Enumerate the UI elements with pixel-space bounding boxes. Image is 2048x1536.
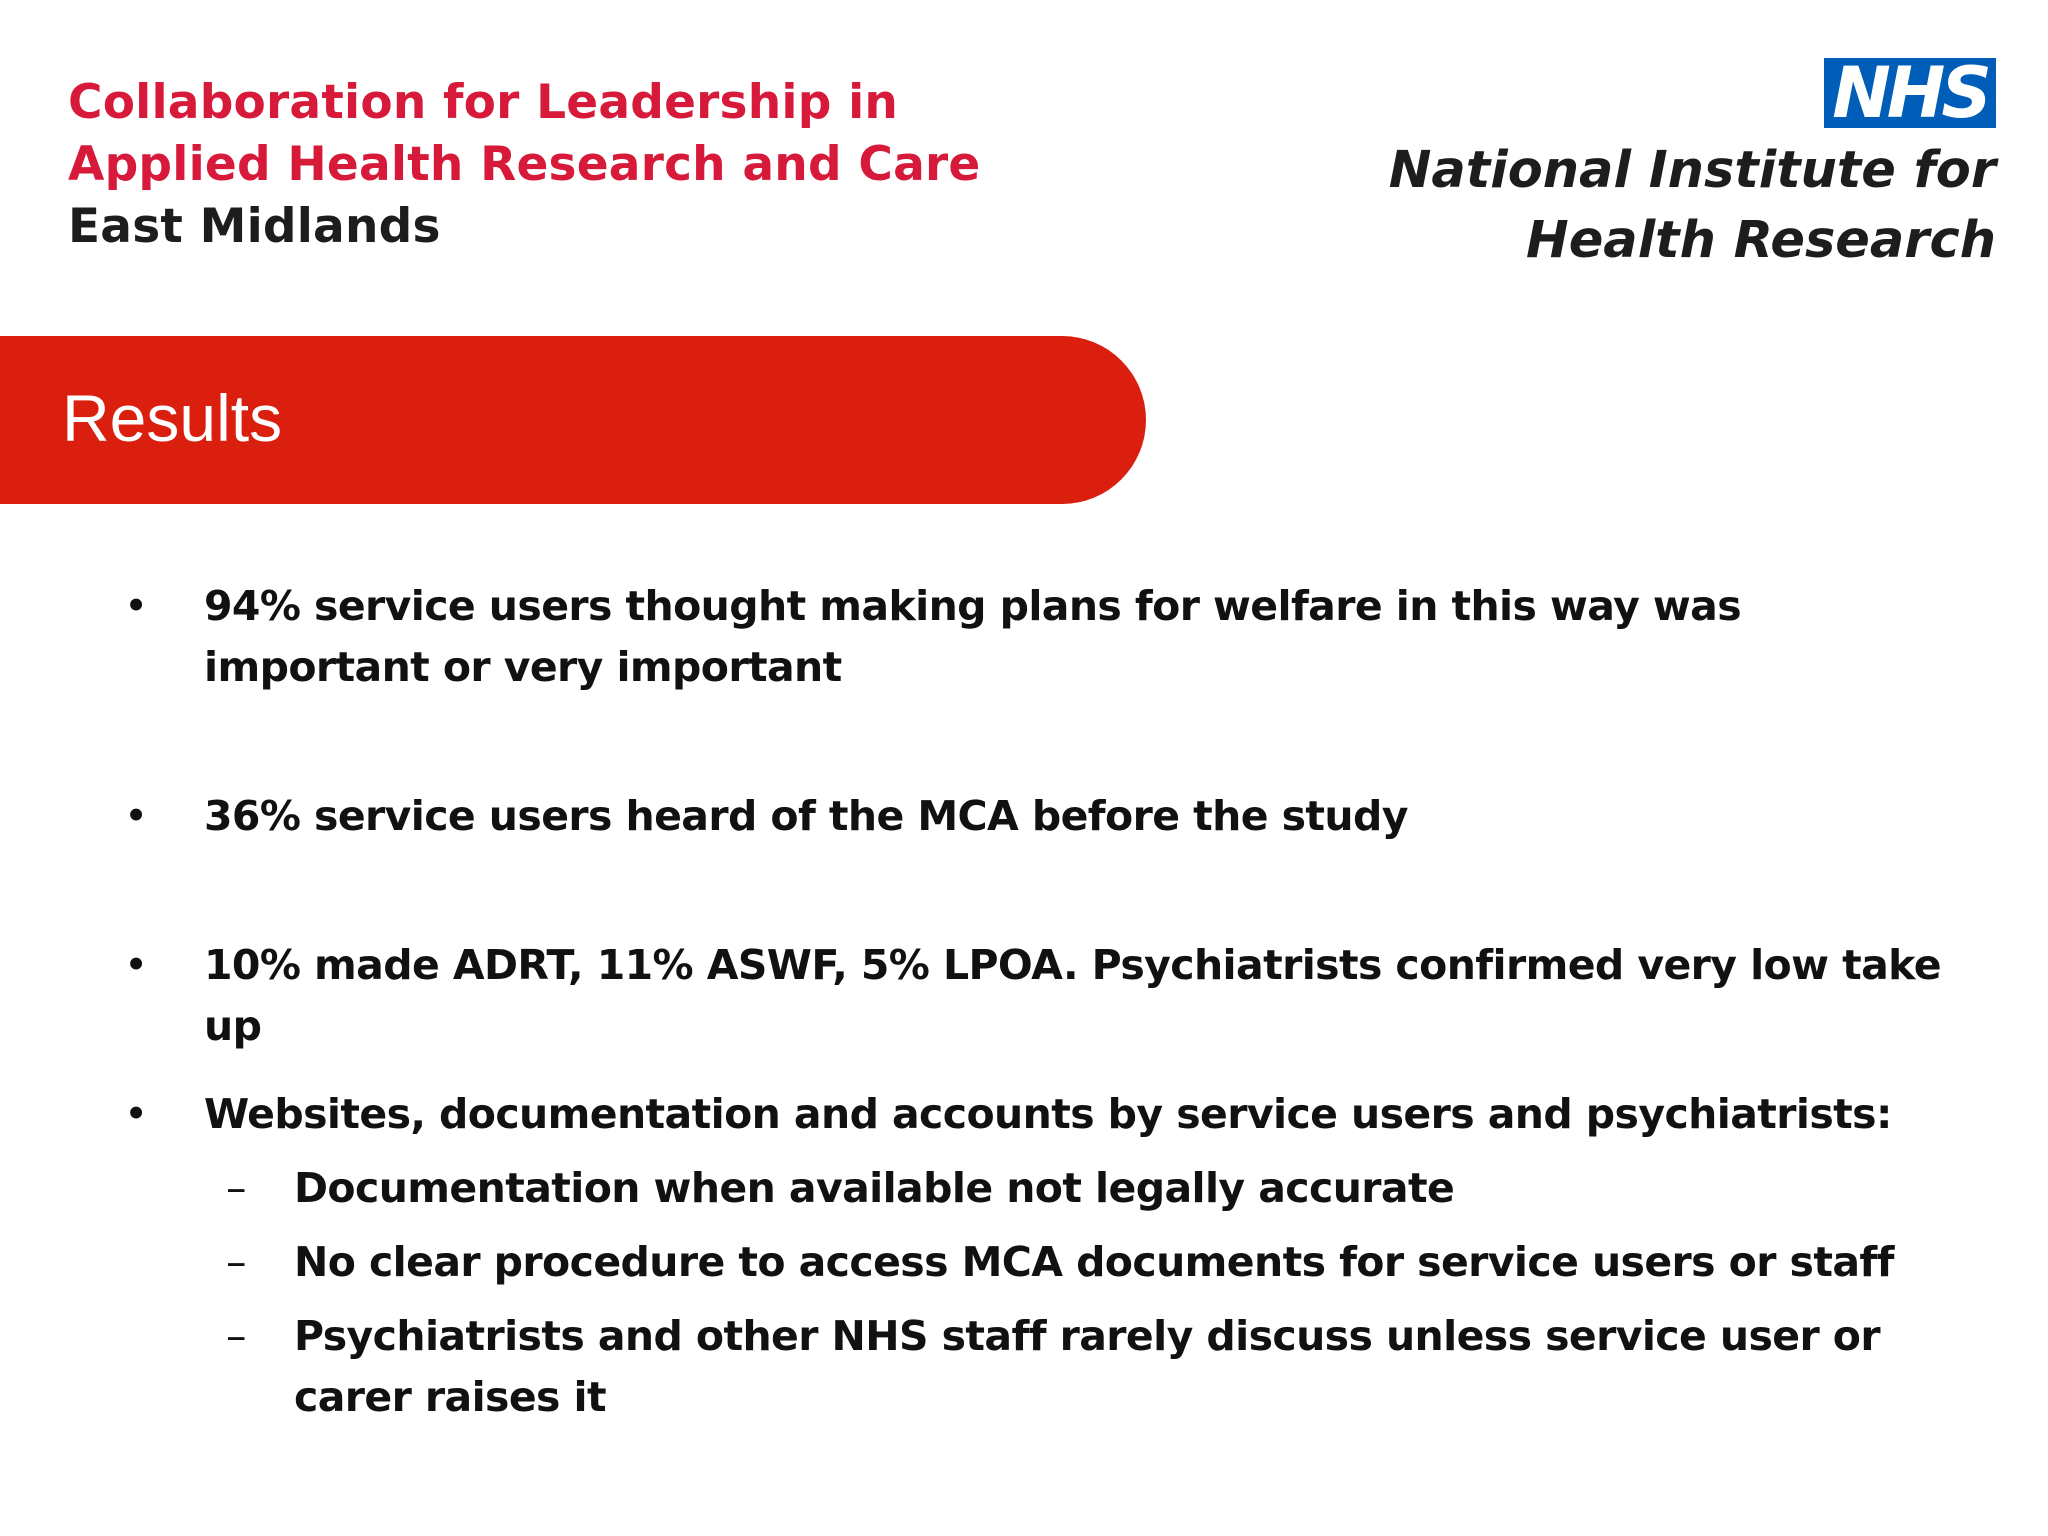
nhs-logo-icon: NHS [1824, 58, 1996, 128]
clahrc-name-line-1: Collaboration for Leadership in [68, 75, 899, 130]
sub-bullet-text: Documentation when available not legally accurate [294, 1164, 1455, 1212]
title-banner [0, 336, 1146, 504]
bullet-text: 36% service users heard of the MCA before the study [204, 792, 1408, 840]
nihr-name-line-1: National Institute for [1388, 141, 1996, 200]
bullet-marker: • [124, 941, 149, 989]
slide-title: Results [62, 381, 283, 455]
sub-bullet-text: No clear procedure to access MCA documents for service users or staff [294, 1238, 1894, 1286]
clahrc-east-midlands-logo [68, 72, 980, 258]
clahrc-region: East Midlands [68, 199, 441, 254]
nihr-name-line-2: Health Research [1526, 211, 1996, 270]
nihr-name [1389, 136, 1996, 276]
bullet-marker: • [124, 582, 149, 630]
sub-bullet-text: Psychiatrists and other NHS staff rarely discuss unless service user or carer raises it [294, 1312, 1880, 1421]
bullet-text: Websites, documentation and accounts by service users and psychiatrists: [204, 1090, 1892, 1138]
sub-bullet-marker: – [226, 1164, 247, 1212]
bullet-text: 10% made ADRT, 11% ASWF, 5% LPOA. Psychiatrists confirmed very low take up [204, 941, 1941, 1050]
sub-bullet-marker: – [226, 1312, 247, 1360]
clahrc-name-line-2: Applied Health Research and Care [68, 137, 981, 192]
nihr-logo [1356, 58, 1996, 268]
bullet-text: 94% service users thought making plans for welfare in this way was important or very important [204, 582, 1742, 691]
bullet-marker: • [124, 792, 149, 840]
sub-bullet-marker: – [226, 1238, 247, 1286]
bullet-marker: • [124, 1090, 149, 1138]
